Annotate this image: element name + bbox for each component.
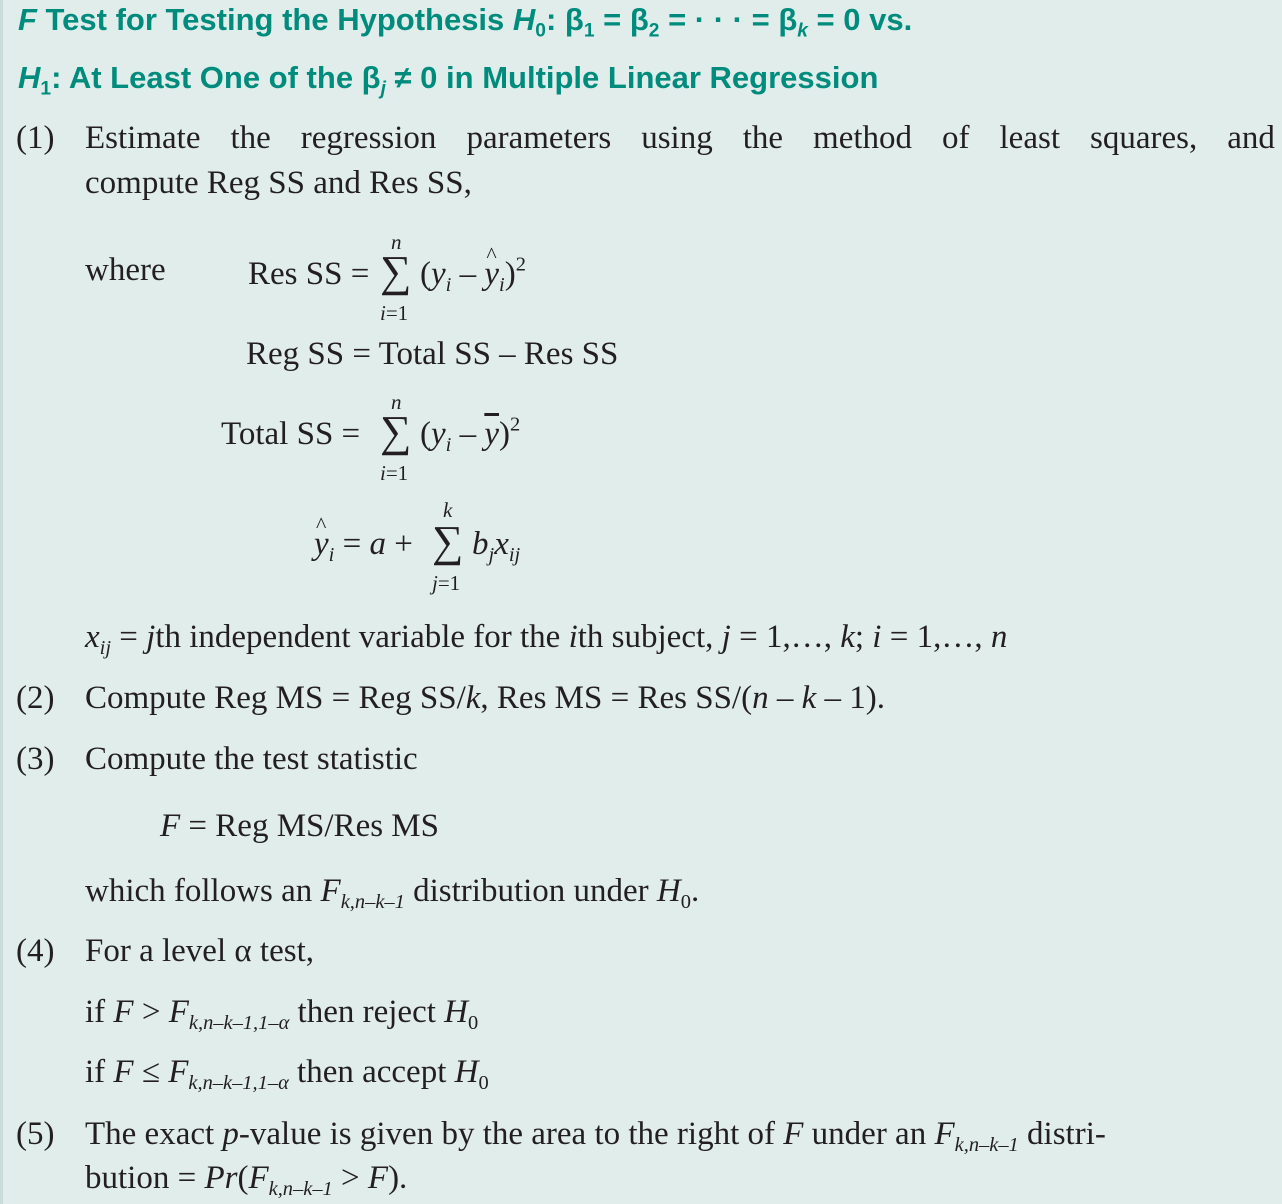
step-1-text-line-1: Estimate the regression parameters using the method of least squares, and	[85, 120, 1275, 156]
reject-rule: if $F > F_{k,n-k-1,1-\alpha}$ then reject $H_0$	[85, 994, 479, 1035]
step-number-5: (5)	[16, 1116, 55, 1152]
step-number-2: (2)	[16, 680, 55, 716]
f-statistic-formula: F = Reg MS/Res MS	[160, 808, 439, 844]
step-5-text-line-2: bution = $Pr(F_{k,n-k-1} > F)$.	[85, 1160, 408, 1201]
y-hat-lower-limit: j=1	[432, 571, 461, 595]
y-hat-lhs: y $\^{}_i = a$ +	[314, 528, 413, 561]
y-hat-rhs: $b_jx_{ij}$	[472, 526, 521, 567]
res-ss-rhs: ($y_i$ – y $\^{}_i)^2$	[420, 258, 526, 291]
step-2-text: Compute Reg MS = Reg SS/k, Res MS = Res SS/(n – k – 1).	[85, 680, 885, 716]
heading-line-1: F Test for Testing the Hypothesis $H_0$: $\beta_1 = \beta_2$ = · · · = $\beta_k = 0$ vs.	[18, 2, 913, 42]
step-4-text: For a level α test,	[85, 933, 314, 969]
total-ss-upper-limit: n	[391, 390, 402, 414]
accept-rule: if $F \le F_{k,n-k-1,1-\alpha}$ then accept $H_0$	[85, 1054, 489, 1095]
heading-line-2: $H_1$: At Least One of the $\beta_j \ne 0$ in Multiple Linear Regression	[18, 60, 879, 100]
step-number-4: (4)	[16, 933, 55, 969]
xij-definition: $x_{ij}$ = jth independent variable for the ith subject, j = 1,…, k; i = 1,…, n	[85, 619, 1008, 660]
step-1-text-line-2: compute Reg SS and Res SS,	[85, 165, 472, 201]
total-ss-lower-limit: i=1	[380, 461, 409, 485]
res-ss-sigma: ∑	[380, 247, 412, 296]
total-ss-rhs: $(y_i - \overline{y})^2$	[420, 413, 521, 457]
reg-ss-formula: Reg SS = Total SS – Res SS	[246, 336, 619, 372]
step-5-text-line-1: The exact p-value is given by the area to the right of F under an $F_{k,n-k-1}$ distri-	[85, 1116, 1106, 1157]
step-number-3: (3)	[16, 741, 55, 777]
res-ss-upper-limit: n	[391, 230, 402, 254]
y-hat-sigma: ∑	[432, 517, 464, 566]
total-ss-lhs: Total SS =	[221, 416, 361, 452]
step-3-text: Compute the test statistic	[85, 741, 418, 777]
f-distribution-text: which follows an $F_{k,n-k-1}$ distribution under $H_0$.	[85, 873, 700, 914]
step-number-1: (1)	[16, 120, 55, 156]
res-ss-lower-limit: i=1	[380, 301, 409, 325]
where-label: where	[85, 252, 166, 288]
total-ss-sigma: ∑	[380, 407, 412, 456]
res-ss-lhs: Res SS =	[248, 256, 370, 292]
y-hat-upper-limit: k	[443, 498, 453, 522]
